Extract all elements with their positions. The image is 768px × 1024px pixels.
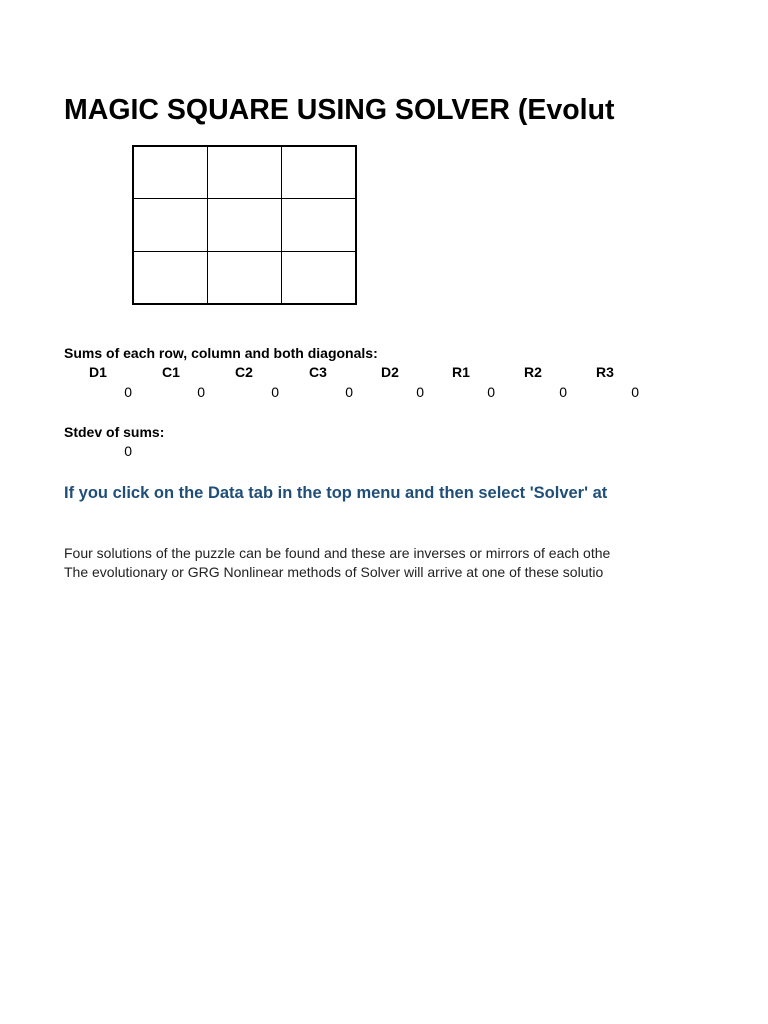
magic-square-grid [133, 146, 356, 304]
sum-header-r2: R2 [524, 364, 542, 380]
grid-row [134, 199, 356, 251]
grid-cell[interactable] [208, 147, 282, 199]
sum-header-c1: C1 [162, 364, 180, 380]
sum-value-r1[interactable]: 0 [487, 384, 495, 400]
sum-header-d2: D2 [381, 364, 399, 380]
grid-cell[interactable] [208, 251, 282, 303]
page-title: MAGIC SQUARE USING SOLVER (Evolut [64, 94, 615, 126]
instruction-text: If you click on the Data tab in the top menu and then select 'Solver' at [64, 484, 608, 502]
grid-cell[interactable] [134, 199, 208, 251]
grid-cell[interactable] [134, 251, 208, 303]
grid-cell[interactable] [208, 199, 282, 251]
sum-value-r3[interactable]: 0 [631, 384, 639, 400]
grid-row [134, 147, 356, 199]
sum-header-r3: R3 [596, 364, 614, 380]
sum-value-c2[interactable]: 0 [271, 384, 279, 400]
sum-header-r1: R1 [452, 364, 470, 380]
grid-cell[interactable] [282, 147, 356, 199]
grid-row [134, 251, 356, 303]
sums-label: Sums of each row, column and both diagonals: [64, 345, 378, 361]
grid-cell[interactable] [134, 147, 208, 199]
sum-value-c3[interactable]: 0 [345, 384, 353, 400]
sum-value-r2[interactable]: 0 [559, 384, 567, 400]
sum-value-c1[interactable]: 0 [197, 384, 205, 400]
stdev-label: Stdev of sums: [64, 424, 165, 440]
stdev-value[interactable]: 0 [124, 443, 132, 459]
grid-cell[interactable] [282, 199, 356, 251]
sum-header-c3: C3 [309, 364, 327, 380]
sum-header-d1: D1 [89, 364, 107, 380]
sum-value-d1[interactable]: 0 [124, 384, 132, 400]
note-line: The evolutionary or GRG Nonlinear methods of Solver will arrive at one of these solutio [64, 564, 604, 580]
sum-value-d2[interactable]: 0 [416, 384, 424, 400]
grid-cell[interactable] [282, 251, 356, 303]
note-line: Four solutions of the puzzle can be found and these are inverses or mirrors of each othe [64, 545, 611, 561]
sum-header-c2: C2 [235, 364, 253, 380]
